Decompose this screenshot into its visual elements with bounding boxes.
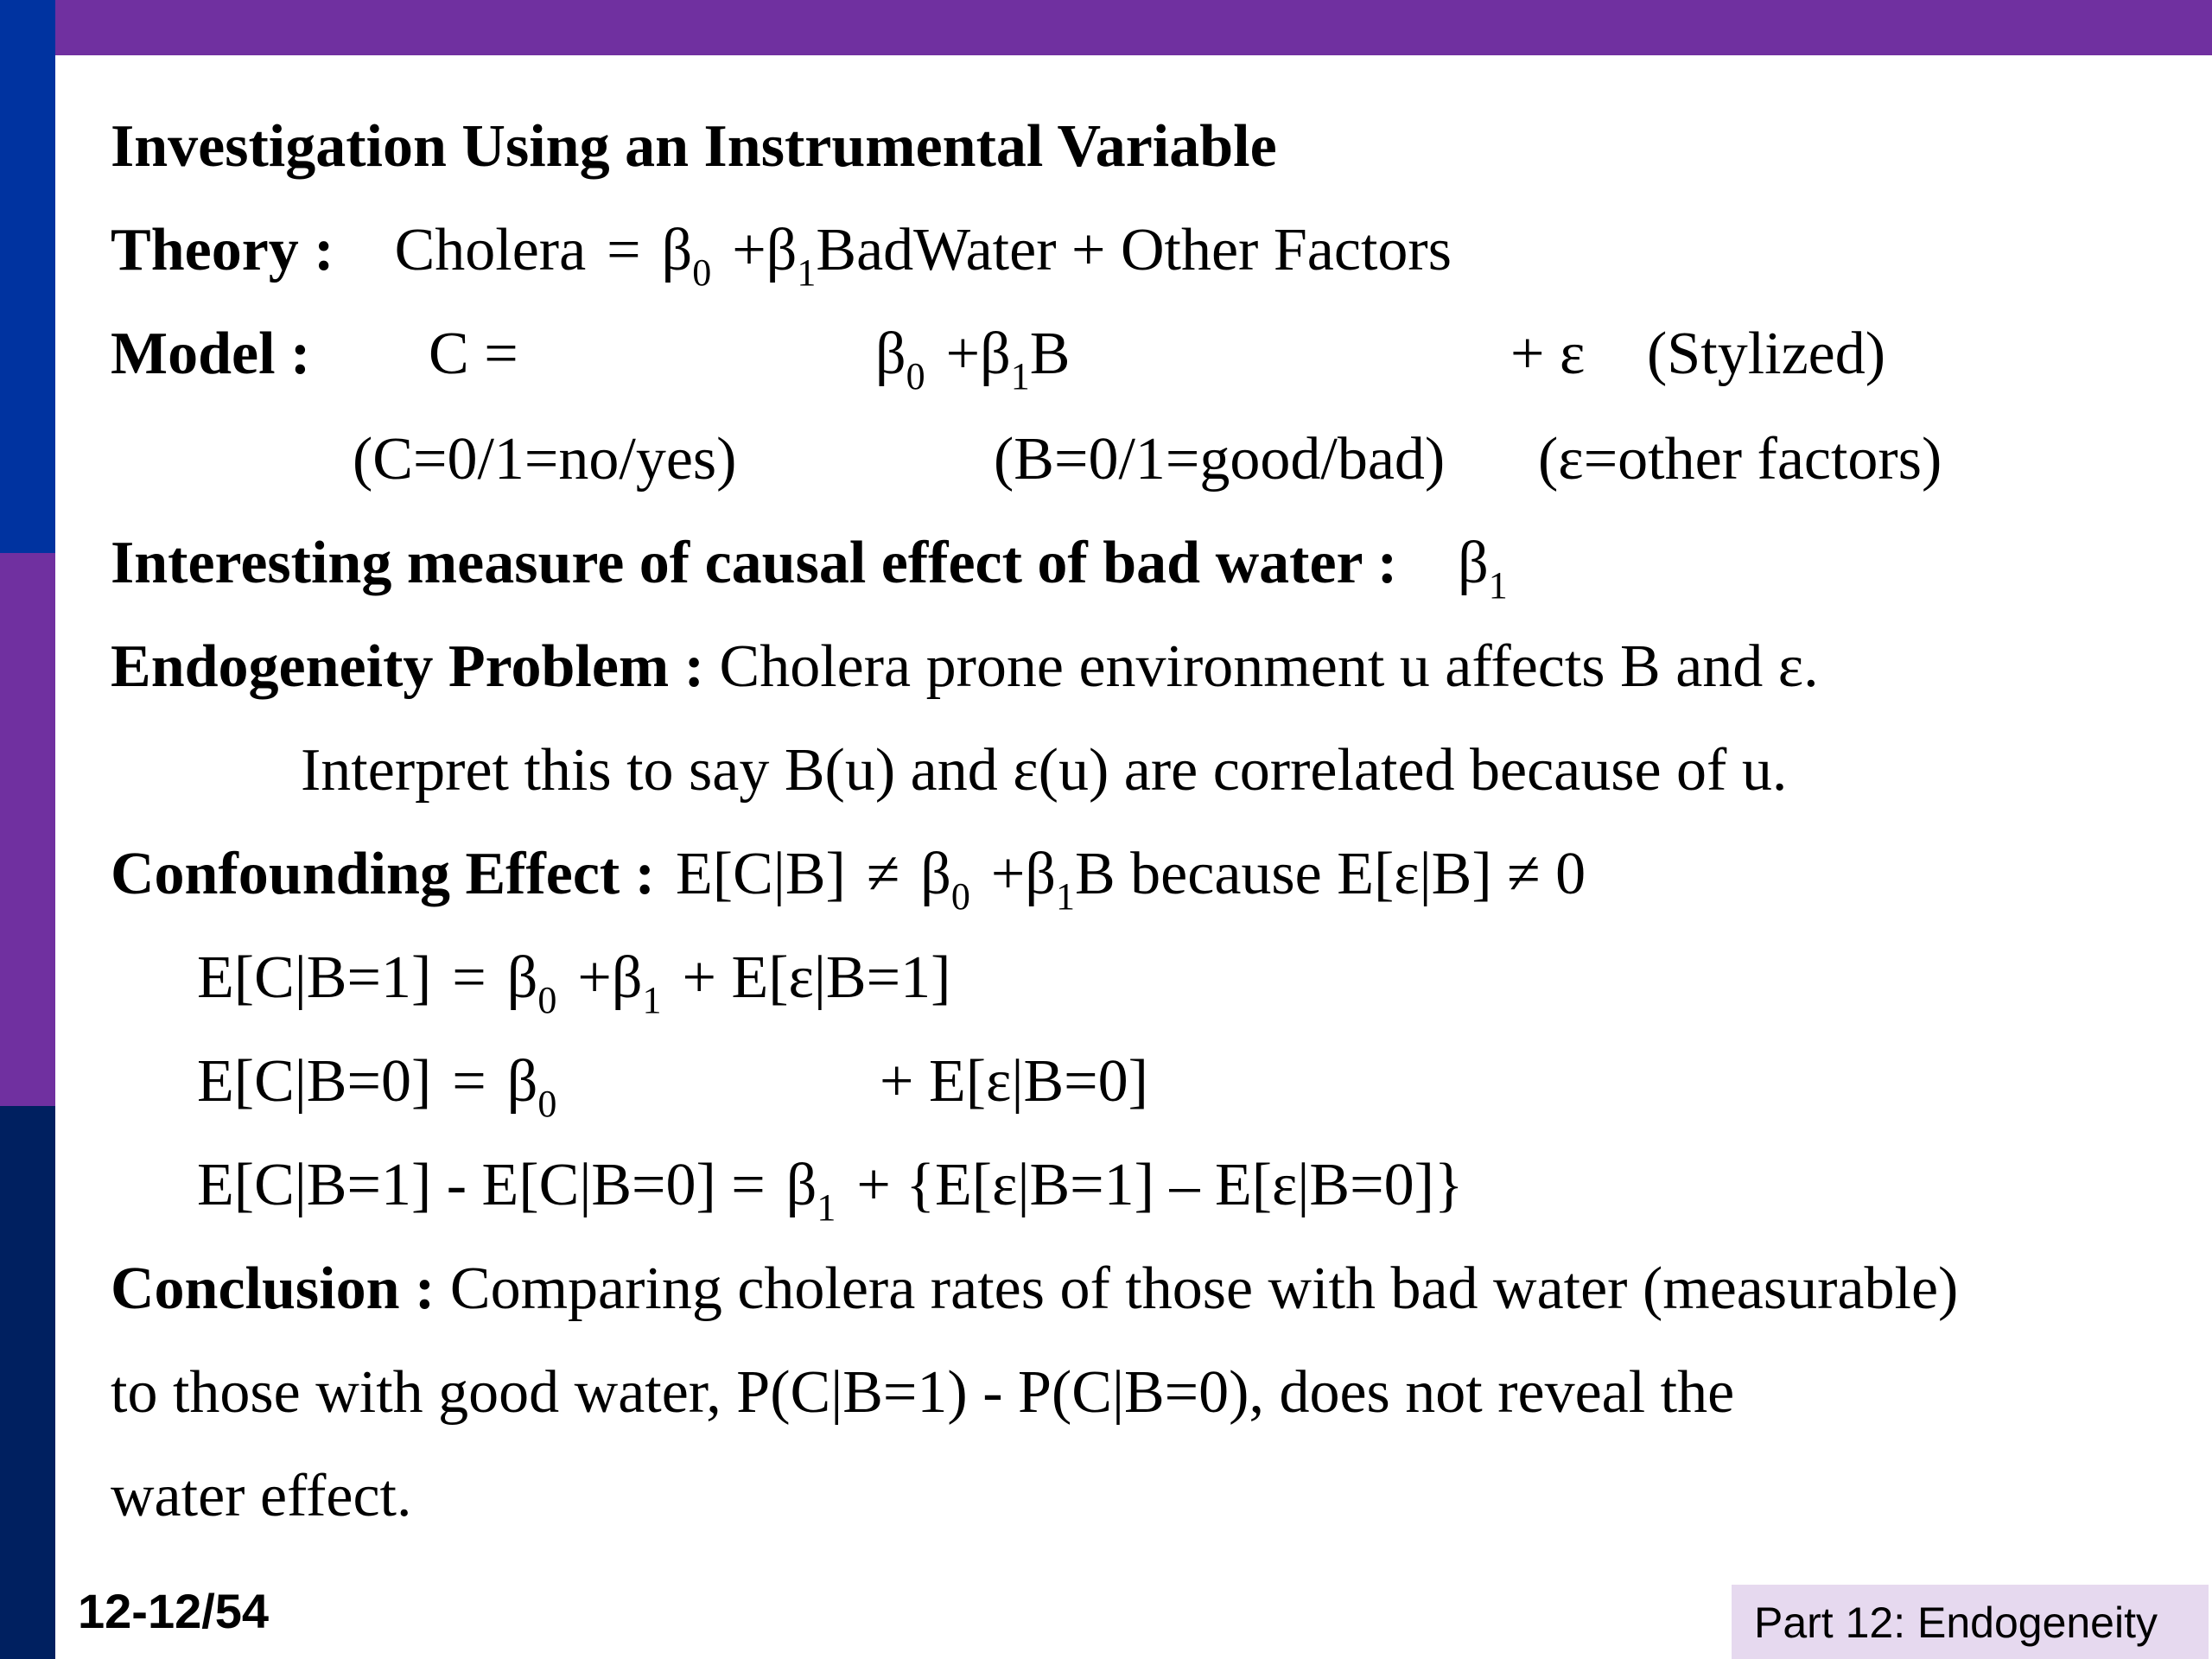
theory-plus: +	[732, 217, 766, 283]
model-label: Model :	[111, 321, 311, 387]
eq1-sub1: 1	[642, 979, 662, 1021]
left-accent-bar-purple	[0, 553, 55, 1106]
confounding-line	[111, 831, 1586, 918]
eq2-eq: =	[452, 1048, 486, 1115]
model-line	[111, 311, 2184, 397]
theory-label: Theory :	[111, 217, 334, 283]
left-accent-bar-navy	[0, 1106, 55, 1659]
interpret-text: Interpret this to say B(u) and ε(u) are correlated because of u.	[301, 737, 1788, 804]
model-note-c: (C=0/1=no/yes)	[353, 426, 737, 493]
model-plus: +	[945, 321, 981, 387]
measure-sub1: 1	[1488, 564, 1508, 607]
theory-lhs: Cholera	[394, 217, 587, 283]
slide-number: 12-12/54	[78, 1584, 270, 1638]
slide-title	[111, 104, 1277, 190]
model-notes-line	[111, 416, 2184, 503]
top-accent-band	[55, 0, 2212, 55]
left-accent-bar-blue	[0, 0, 55, 553]
conclusion-text-2: to those with good water, P(C|B=1) - P(C|B=0), does not reveal the	[111, 1359, 1735, 1426]
model-note-b: (B=0/1=good/bad)	[994, 426, 1446, 493]
equation-b0-line	[197, 1039, 2098, 1125]
eq1-sub0: 0	[537, 979, 557, 1021]
theory-beta1: β	[766, 217, 798, 283]
conclusion-line-1	[111, 1246, 1958, 1332]
slide-title-text: Investigation Using an Instrumental Variable	[111, 113, 1277, 180]
model-note-e: (ε=other factors)	[1538, 426, 1942, 493]
model-beta0: β	[875, 321, 906, 387]
conclusion-label: Conclusion :	[111, 1255, 435, 1322]
eq1-lhs: E[C|B=1]	[197, 944, 432, 1011]
theory-line	[111, 207, 1452, 294]
confounding-plus: +	[990, 841, 1026, 907]
conclusion-text-1: Comparing cholera rates of those with bad water (measurable)	[449, 1255, 1959, 1322]
measure-label: Interesting measure of causal effect of bad water :	[111, 530, 1398, 596]
model-sub1: 1	[1010, 355, 1030, 397]
footer-section-box	[1732, 1585, 2209, 1659]
eq2-lhs: E[C|B=0]	[197, 1048, 432, 1115]
confounding-neq: ≠	[866, 841, 900, 907]
model-sub0: 0	[906, 355, 925, 397]
footer-section-label: Part 12: Endogeneity	[1754, 1599, 2158, 1647]
eq3-sub1: 1	[817, 1186, 836, 1229]
eq1-eq: =	[452, 944, 486, 1011]
endogeneity-label: Endogeneity Problem :	[111, 633, 705, 700]
model-note: (Stylized)	[1647, 321, 1886, 387]
model-lhs: C =	[429, 321, 518, 387]
endogeneity-line	[111, 624, 1819, 710]
model-rhs	[875, 311, 1070, 404]
conclusion-line-3	[111, 1453, 411, 1540]
eq1-rest: + E[ε|B=1]	[682, 944, 951, 1011]
eq2-rest: + E[ε|B=0]	[880, 1048, 1148, 1115]
eq1-plus: +	[577, 944, 612, 1011]
eq2-sub0: 0	[537, 1083, 557, 1125]
theory-eq: =	[607, 217, 641, 283]
model-beta1: β	[980, 321, 1011, 387]
confounding-label: Confounding Effect :	[111, 841, 656, 907]
eq3-lhs: E[C|B=1] - E[C|B=0] =	[197, 1152, 766, 1218]
eq1-beta0: β	[506, 944, 538, 1011]
confounding-sub0: 0	[950, 875, 970, 918]
model-eps: + ε	[1510, 321, 1586, 387]
theory-sub0: 0	[692, 251, 712, 294]
confounding-beta1: β	[1025, 841, 1056, 907]
eq3-beta1: β	[785, 1152, 817, 1218]
measure-line	[111, 520, 1508, 607]
equation-diff-line	[197, 1142, 1464, 1229]
confounding-beta0: β	[920, 841, 951, 907]
theory-sub1: 1	[797, 251, 817, 294]
model-var: B	[1029, 321, 1071, 387]
confounding-lhs: E[C|B]	[676, 841, 846, 907]
confounding-sub1: 1	[1055, 875, 1075, 918]
equation-b1-line	[197, 935, 950, 1021]
eq3-rest: + {E[ε|B=1] – E[ε|B=0]}	[856, 1152, 1464, 1218]
eq2-beta0: β	[506, 1048, 538, 1115]
theory-rest: BadWater + Other Factors	[816, 217, 1452, 283]
interpret-line	[301, 728, 1787, 814]
theory-beta0: β	[661, 217, 693, 283]
measure-beta1: β	[1458, 530, 1489, 596]
eq1-beta1: β	[611, 944, 643, 1011]
endogeneity-text: Cholera prone environment u affects B and ε.	[719, 633, 1819, 700]
conclusion-line-2	[111, 1350, 1734, 1436]
conclusion-text-3: water effect.	[111, 1463, 412, 1529]
confounding-rest: B because E[ε|B] ≠ 0	[1074, 841, 1586, 907]
